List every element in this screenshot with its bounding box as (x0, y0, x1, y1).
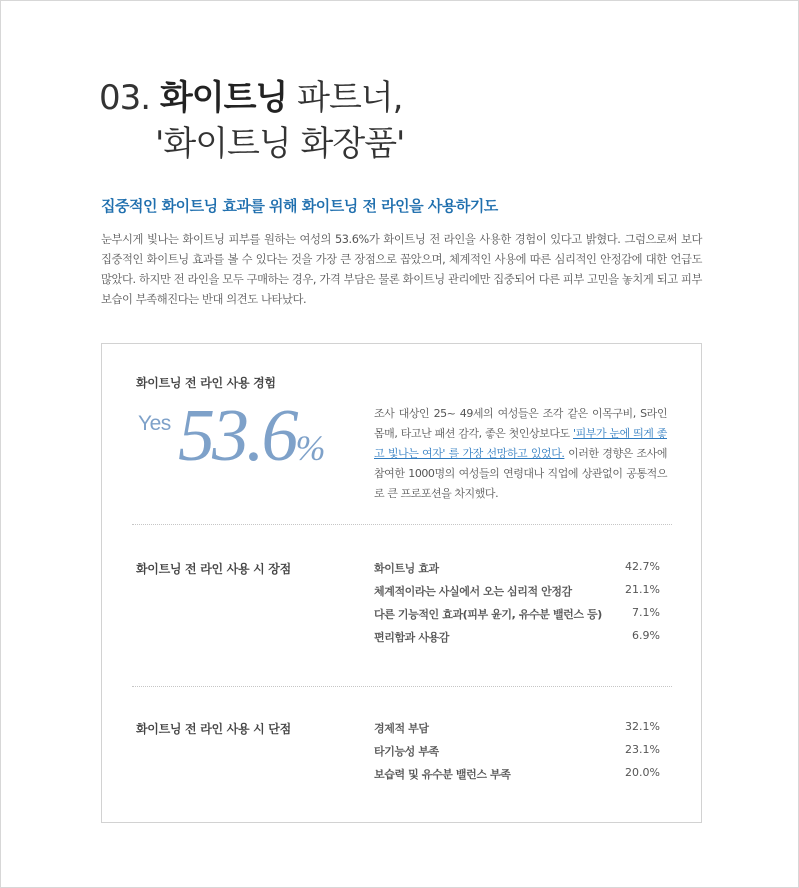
cons-label: 화이트닝 전 라인 사용 시 단점 (136, 722, 291, 736)
experience-label: 화이트닝 전 라인 사용 경험 (136, 376, 276, 390)
item-label: 다른 기능적인 효과(피부 윤기, 유수분 밸런스 등) (374, 608, 602, 621)
item-label: 타기능성 부족 (374, 745, 439, 758)
list-item (374, 743, 660, 766)
list-item (374, 606, 660, 629)
pros-label: 화이트닝 전 라인 사용 시 장점 (136, 562, 291, 576)
item-value: 6.9% (632, 629, 660, 642)
pros-list (374, 560, 660, 652)
experience-number: 53.6 (178, 395, 296, 477)
item-value: 21.1% (625, 583, 660, 596)
section-number: 03. (99, 78, 151, 118)
divider (132, 686, 672, 687)
item-value: 7.1% (632, 606, 660, 619)
item-label: 체계적이라는 사실에서 오는 심리적 안정감 (374, 585, 572, 598)
desc-highlight: '피부가 눈에 띄게 좋고 빛나는 여자' 를 가장 선망하고 있었다. (374, 427, 667, 460)
list-item (374, 560, 660, 583)
item-label: 편리함과 사용감 (374, 631, 450, 644)
survey-box (101, 343, 702, 823)
list-item (374, 766, 660, 789)
item-value: 32.1% (625, 720, 660, 733)
item-value: 20.0% (625, 766, 660, 779)
page-title-line2: '화이트닝 화장품' (155, 124, 405, 164)
percent-sign: % (295, 428, 326, 468)
intro-paragraph: 눈부시게 빛나는 화이트닝 피부를 원하는 여성의 53.6%가 화이트닝 전 라인을 사용한 경험이 있다고 밝혔다. 그럼으로써 보다 집중적인 화이트닝 효과를 볼 수 있다는 것을 가장 큰 장점으로 꼽았으며, 체계적인 사용에 따른 심리적인 안정감에 대한 언급도 많았다. 하지만 전 라인을 모두 구매하는 경우, 가격 부담은 물론 화이트닝 관리에만 집중되어 다른 피부 고민을 놓치게 되고 피부 보습이 부족해진다는 반대 의견도 나타났다. (101, 233, 702, 306)
experience-description (374, 404, 667, 504)
experience-percentage (178, 396, 326, 488)
divider (132, 524, 672, 525)
item-label: 화이트닝 효과 (374, 562, 439, 575)
desc-before: 조사 대상인 25~ 49세의 여성들은 조각 같은 이목구비, S라인 몸매, 타고난 패션 감각, 좋은 첫인상보다도 (374, 407, 667, 440)
page-title (99, 77, 402, 119)
subheading: 집중적인 화이트닝 효과를 위해 화이트닝 전 라인을 사용하기도 (101, 197, 498, 215)
cons-list (374, 720, 660, 789)
yes-label: Yes (138, 412, 171, 435)
title-rest: 파트너, (297, 78, 403, 118)
list-item (374, 720, 660, 743)
item-label: 보습력 및 유수분 밸런스 부족 (374, 768, 511, 781)
list-item (374, 629, 660, 652)
list-item (374, 583, 660, 606)
item-value: 42.7% (625, 560, 660, 573)
item-label: 경제적 부담 (374, 722, 429, 735)
item-value: 23.1% (625, 743, 660, 756)
desc-after: 이러한 경향은 조사에 참여한 1000명의 여성들의 연령대나 직업에 상관없이 공통적으로 큰 프로포션을 차지했다. (374, 447, 667, 500)
title-bold: 화이트닝 (159, 78, 288, 118)
